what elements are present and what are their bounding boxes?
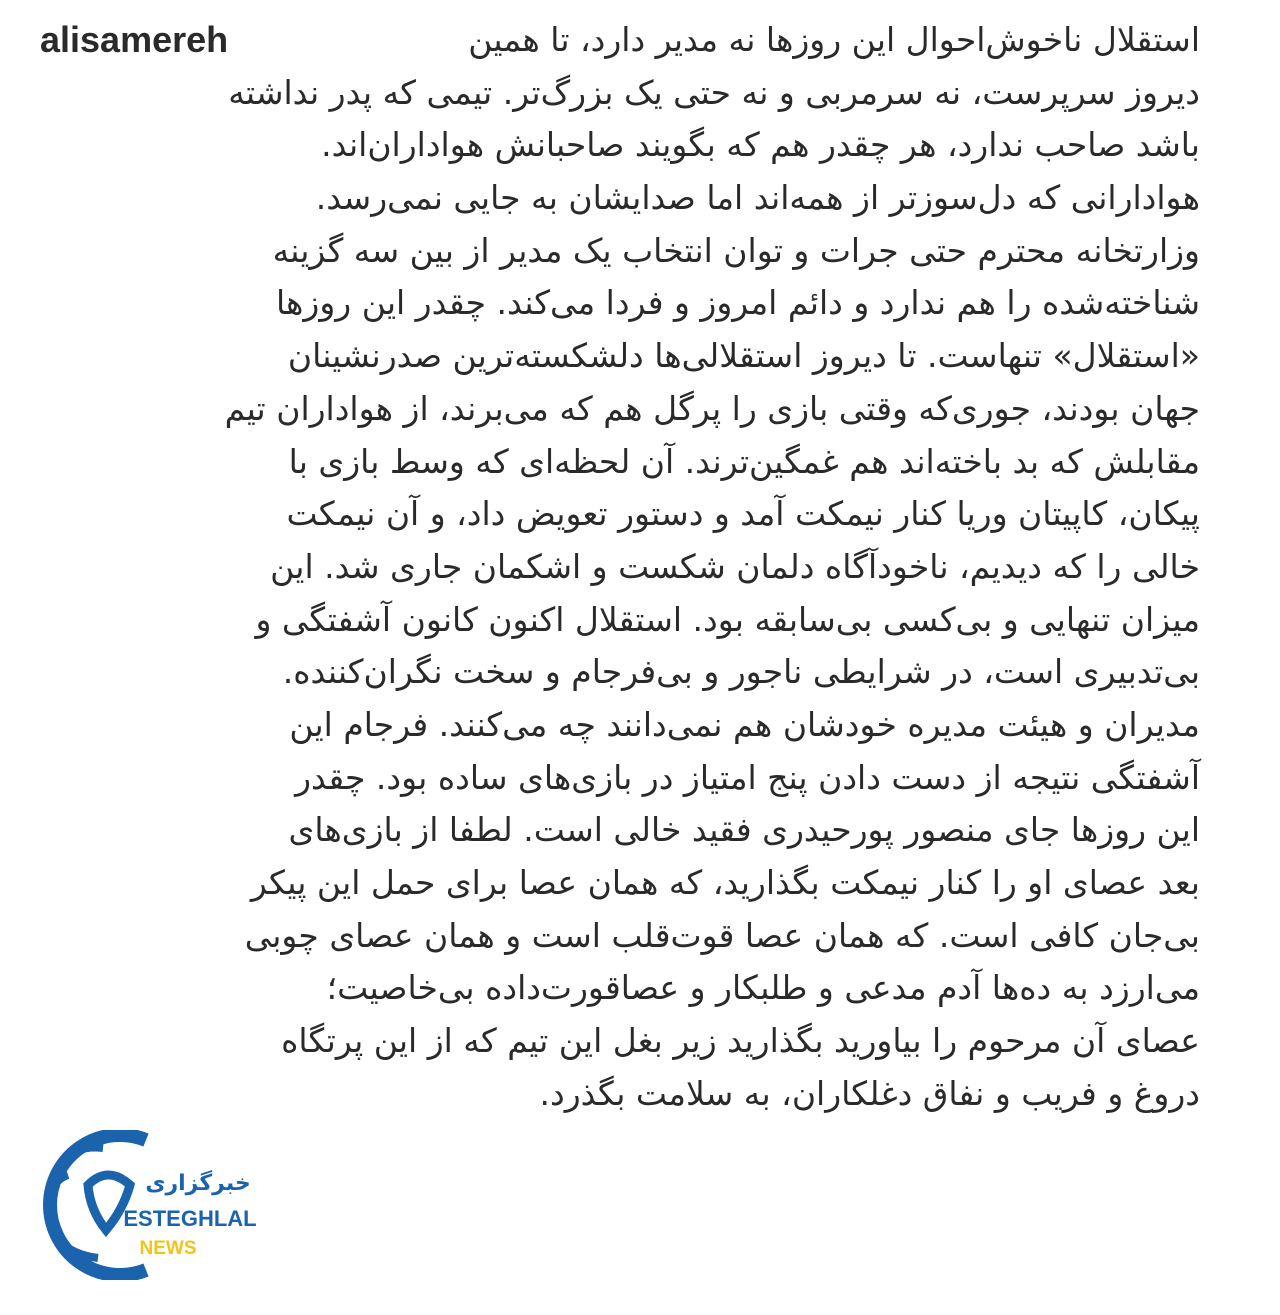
caption-line: بعد عصای او را کنار نیمکت بگذارید، که همان عصا برای حمل این پیکر [250,863,1200,902]
caption-line: باشد صاحب ندارد، هر چقدر هم که بگویند صاحبانش هواداران‌اند. [321,125,1200,165]
caption-line: این روزها جای منصور پورحیدری فقید خالی است. لطفا از بازی‌های [288,810,1200,850]
svg-text:خبرگزاری: خبرگزاری [145,1171,251,1196]
caption-line: دیروز سرپرست، نه سرمربی و نه حتی یک بزرگ‌تر. تیمی که پدر نداشته [228,72,1200,112]
caption-line: خالی را که دیدیم، ناخودآگاه دلمان شکست و اشکمان جاری شد. این [270,546,1200,586]
caption-text: استقلال ناخوش‌احوال این روزها نه مدیر دارد، تا همین [468,20,1200,59]
caption-line: بی‌جان کافی است. که همان عصا قوت‌قلب است و همان عصای چوبی [244,915,1200,955]
caption-line: می‌ارزد به ده‌ها آدم مدعی و طلبکار و عصاقورت‌داده بی‌خاصیت؛ [326,968,1200,1008]
caption-line: مقابلش که بد باخته‌اند هم غمگین‌ترند. آن لحظه‌ای که وسط بازی با [288,441,1200,481]
caption-line: شناخته‌شده را هم ندارد و دائم امروز و فردا می‌کند. چقدر این روزها [275,283,1200,323]
caption-line: آشفتگی نتیجه از دست دادن پنج امتیاز در بازی‌های ساده بود. چقدر [295,757,1200,797]
caption-line: عصای آن مرحوم را بیاورید بگذارید زیر بغل این تیم که از این پرتگاه [281,1021,1200,1061]
caption-line: میزان تنهایی و بی‌کسی بی‌سابقه بود. استقلال اکنون کانون آشفتگی و [255,599,1200,639]
caption-line: وزارتخانه محترم حتی جرات و توان انتخاب یک مدیر از بین سه گزینه [272,230,1200,270]
post-caption [40,14,1200,1120]
username-link[interactable]: alisamereh [40,19,229,60]
esteghlal-news-logo [18,1130,258,1280]
caption-line: بی‌تدبیری است، در شرایطی ناجور و بی‌فرجام و سخت نگران‌کننده. [282,652,1200,692]
caption-line: دروغ و فریب و نفاق دغلکاران، به سلامت بگذرد. [539,1073,1200,1113]
svg-text:NEWS: NEWS [139,1238,197,1259]
caption-line [40,14,1200,67]
caption-line: جهان بودند، جوری‌که وقتی بازی را پرگل هم که می‌برند، از هواداران تیم [224,388,1200,428]
svg-text:ESTEGHLAL: ESTEGHLAL [123,1206,257,1231]
caption-line: هوادارانی که دل‌سوزتر از همه‌اند اما صدایشان به جایی نمی‌رسد. [315,178,1200,218]
caption-line: پیکان، کاپیتان وریا کنار نیمکت آمد و دستور تعویض داد، و آن نیمکت [286,494,1200,534]
caption-line: «استقلال» تنهاست. تا دیروز استقلالی‌ها دلشکسته‌ترین صدرنشینان [287,336,1200,376]
caption-line: مدیران و هیئت مدیره خودشان هم نمی‌دانند چه می‌کنند. فرجام این [289,704,1200,744]
